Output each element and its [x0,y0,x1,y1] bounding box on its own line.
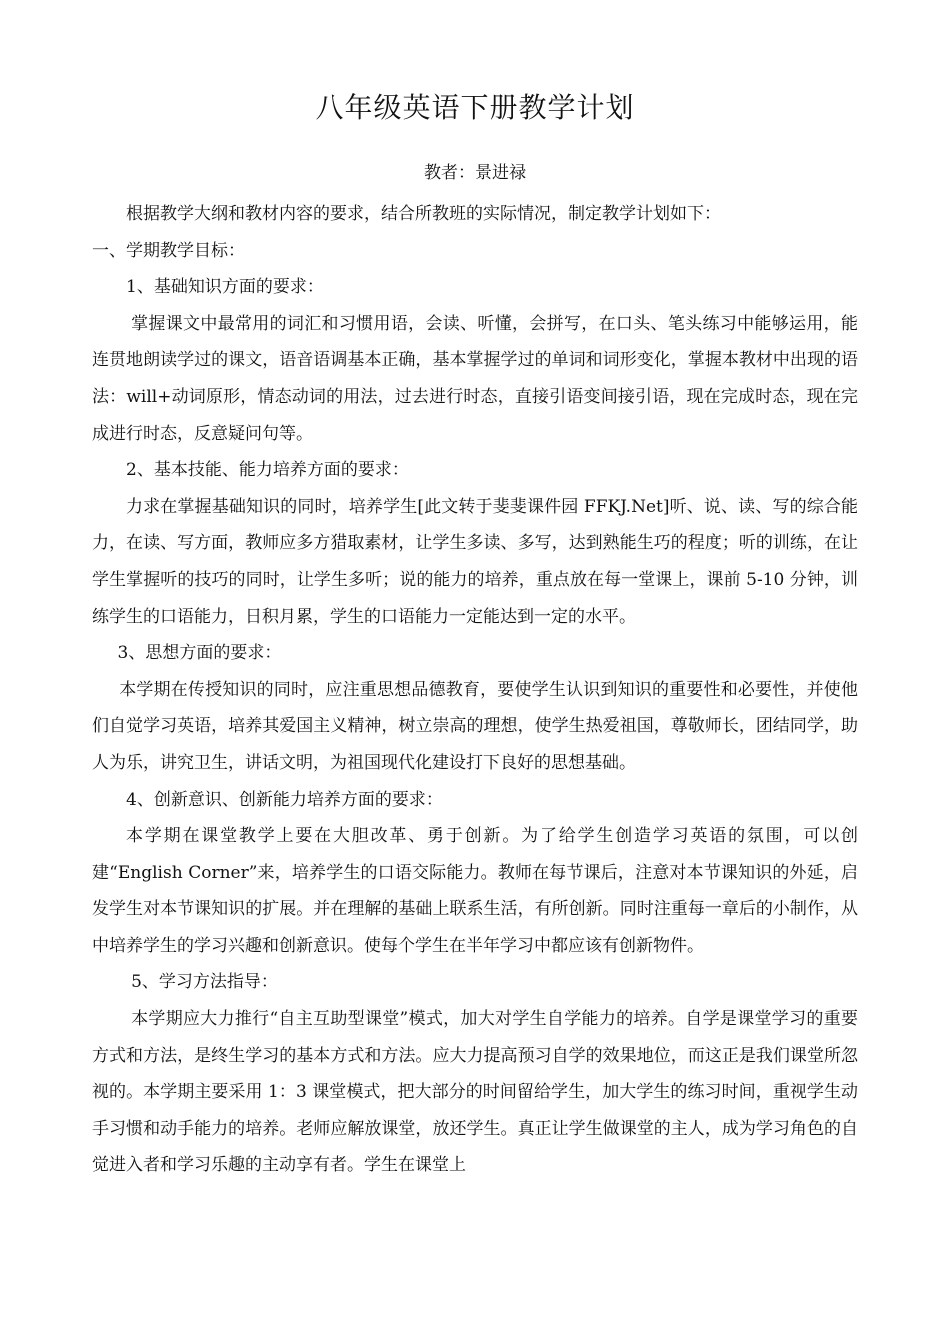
subheading-skills: 2、基本技能、能力培养方面的要求： [126,460,409,481]
subheading-study-methods: 5、学习方法指导： [131,972,278,993]
paragraph-study-methods: 本学期应大力推行“自主互助型课堂”模式，加大对学生自学能力的培养。自学是课堂学习的重要方式和方法，是终生学习的基本方式和方法。应大力提高预习自学的效果地位，而这正是我们课堂所忽视的。本学期主要采用 1：3 课堂模式，把大部分的时间留给学生，加大学生的练习时间，重视学生动手习惯和动手能力的培养。老师应解放课堂，放还学生。真正让学生做课堂的主人，成为学习角色的自觉进入者和学习乐趣的主动享有者。学生在课堂上 [92,1009,858,1176]
document-author: 教者：景进禄 [424,163,526,183]
paragraph-ideology: 本学期在传授知识的同时，应注重思想品德教育，要使学生认识到知识的重要性和必要性，并使他们自觉学习英语，培养其爱国主义精神，树立崇高的理想，使学生热爱祖国，尊敬师长，团结同学，助人为乐，讲究卫生，讲话文明，为祖国现代化建设打下良好的思想基础。 [92,679,858,773]
paragraph-basic-knowledge: 掌握课文中最常用的词汇和习惯用语，会读、听懂，会拼写，在口头、笔头练习中能够运用，能连贯地朗读学过的课文，语音语调基本正确，基本掌握学过的单词和词形变化，掌握本教材中出现的语法：will+动词原形，情态动词的用法，过去进行时态，直接引语变间接引语，现在完成时态，现在完成进行时态，反意疑问句等。 [92,313,858,444]
document-title: 八年级英语下册教学计划 [315,91,635,124]
subheading-basic-knowledge: 1、基础知识方面的要求： [126,277,324,298]
paragraph-innovation: 本学期在课堂教学上要在大胆改革、勇于创新。为了给学生创造学习英语的氛围，可以创建“English Corner”来，培养学生的口语交际能力。教师在每节课后，注意对本节课知识的外延，启发学生对本节课知识的扩展。并在理解的基础上联系生活，有所创新。同时注重每一章后的小制作，从中培养学生的学习兴趣和创新意识。使每个学生在半年学习中都应该有创新物件。 [92,826,858,956]
subheading-ideology: 3、思想方面的要求： [117,643,282,664]
subheading-innovation: 4、创新意识、创新能力培养方面的要求： [126,789,443,810]
intro-paragraph: 根据教学大纲和教材内容的要求，结合所教班的实际情况，制定教学计划如下： [126,204,721,224]
document-body [92,196,858,1184]
section-heading-goals: 一、学期教学目标： [92,240,245,261]
paragraph-skills: 力求在掌握基础知识的同时，培养学生[此文转于斐斐课件园 FFKJ.Net]听、说、读、写的综合能力，在读、写方面，教师应多方猎取素材，让学生多读、多写，达到熟能生巧的程度；听的训练，在让学生掌握听的技巧的同时，让学生多听；说的能力的培养，重点放在每一堂课上，课前 5-10 分钟，训练学生的口语能力，日积月累，学生的口语能力一定能达到一定的水平。 [92,496,858,627]
